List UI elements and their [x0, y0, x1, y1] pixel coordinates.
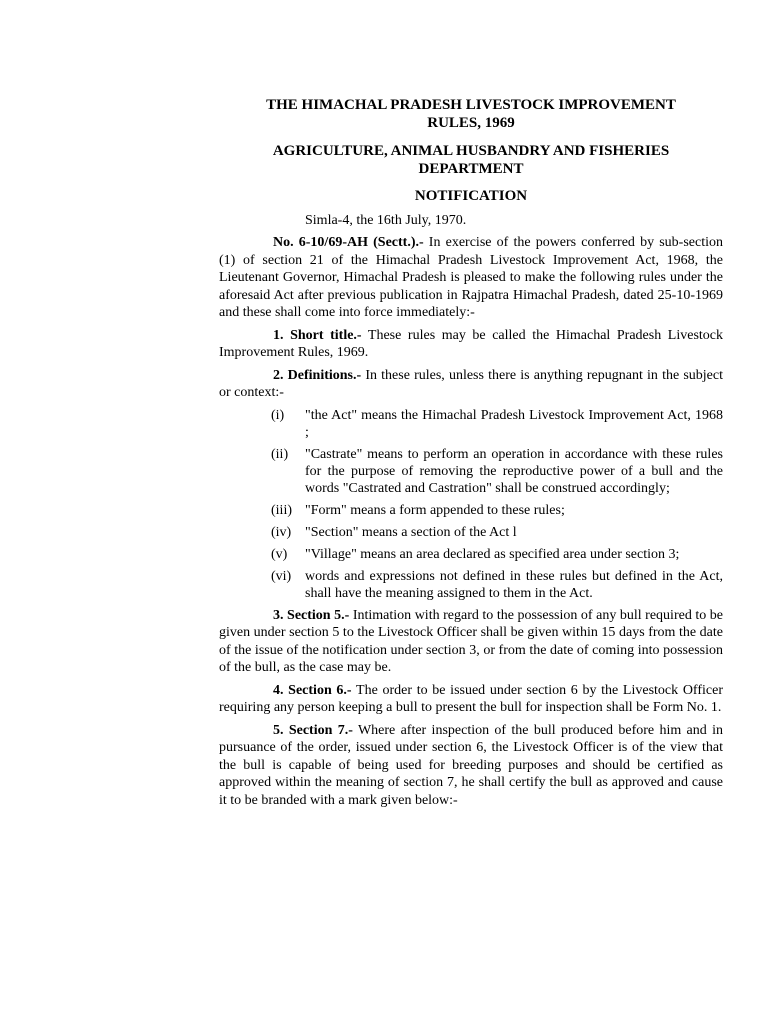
definition-number: (i)	[271, 407, 285, 423]
preamble-paragraph	[219, 234, 723, 322]
rule-1-paragraph	[219, 327, 723, 362]
rule-2-text: In these rules, unless there is anything repugnant in the subject or context:-	[219, 367, 723, 400]
document-title	[219, 96, 723, 132]
definition-item	[219, 524, 723, 541]
rule-4-label: 4. Section 6.-	[273, 682, 352, 698]
rule-4-text: The order to be issued under section 6 by the Livestock Officer requiring any person keeping a bull to present the bull for inspection shall be Form No. 1.	[219, 682, 723, 715]
definition-text: "the Act" means the Himachal Pradesh Livestock Improvement Act, 1968 ;	[305, 407, 723, 440]
definition-item	[219, 502, 723, 519]
document-page	[219, 96, 723, 814]
definition-item	[219, 546, 723, 563]
definition-number: (iv)	[271, 524, 292, 540]
rule-3-label: 3. Section 5.-	[273, 607, 350, 623]
rule-5-text: Where after inspection of the bull produced before him and in pursuance of the order, issued under section 6, the Livestock Officer is of the view that the bull is capable of being used for breeding purposes and should be certified as approved within the meaning of section 7, he shall certify the bull as approved and cause it to be branded with a mark given below:-	[219, 722, 723, 808]
definition-number: (v)	[271, 546, 288, 562]
definition-item	[219, 568, 723, 602]
department-line-2: DEPARTMENT	[418, 161, 524, 177]
definitions-list	[219, 407, 723, 602]
preamble-label: No. 6-10/69-AH (Sectt.).-	[273, 235, 424, 250]
definition-text: "Section" means a section of the Act l	[305, 524, 517, 540]
rule-1-label: 1. Short title.-	[273, 327, 362, 343]
rule-1-text: These rules may be called the Himachal Pradesh Livestock Improvement Rules, 1969.	[219, 327, 723, 360]
definition-item	[219, 446, 723, 497]
definition-text: "Form" means a form appended to these rules;	[305, 502, 565, 518]
notification-date: Simla-4, the 16th July, 1970.	[305, 213, 467, 228]
definition-text: "Castrate" means to perform an operation in accordance with these rules for the purpose of removing the reproductive power of a bull and the words "Castrated and Castration" shall be construed accordingly;	[305, 446, 723, 496]
rule-5-label: 5. Section 7.-	[273, 722, 353, 738]
definition-item	[219, 407, 723, 441]
preamble-text: In exercise of the powers conferred by sub-section (1) of section 21 of the Himachal Pradesh Livestock Improvement Act, 1968, the Lieutenant Governor, Himachal Pradesh is pleased to make the following rules under the aforesaid Act after previous publication in Rajpatra Himachal Pradesh, dated 25-10-1969 and these shall come into force immediately:-	[219, 235, 723, 320]
rule-3-text: Intimation with regard to the possession of any bull required to be given under section 5 to the Livestock Officer shall be given within 15 days from the date of the issue of the notification under section 3, or from the date of coming into possession of the bull, as the case may be.	[219, 607, 723, 675]
department-line-1: AGRICULTURE, ANIMAL HUSBANDRY AND FISHERIES	[272, 143, 670, 159]
title-line-2: RULES, 1969	[427, 115, 515, 131]
rule-2-label: 2. Definitions.-	[273, 367, 362, 383]
notification-heading: NOTIFICATION	[414, 188, 528, 204]
rule-4-paragraph	[219, 682, 723, 717]
rule-2-paragraph	[219, 367, 723, 402]
definition-number: (iii)	[271, 502, 292, 518]
rule-5-paragraph	[219, 722, 723, 810]
department-heading	[219, 142, 723, 178]
title-line-1: THE HIMACHAL PRADESH LIVESTOCK IMPROVEMENT	[266, 97, 676, 113]
definition-number: (ii)	[271, 446, 289, 462]
definition-number: (vi)	[271, 568, 292, 584]
rule-3-paragraph	[219, 607, 723, 677]
definition-text: "Village" means an area declared as specified area under section 3;	[305, 546, 680, 562]
definition-text: words and expressions not defined in these rules but defined in the Act, shall have the meaning assigned to them in the Act.	[305, 568, 723, 601]
